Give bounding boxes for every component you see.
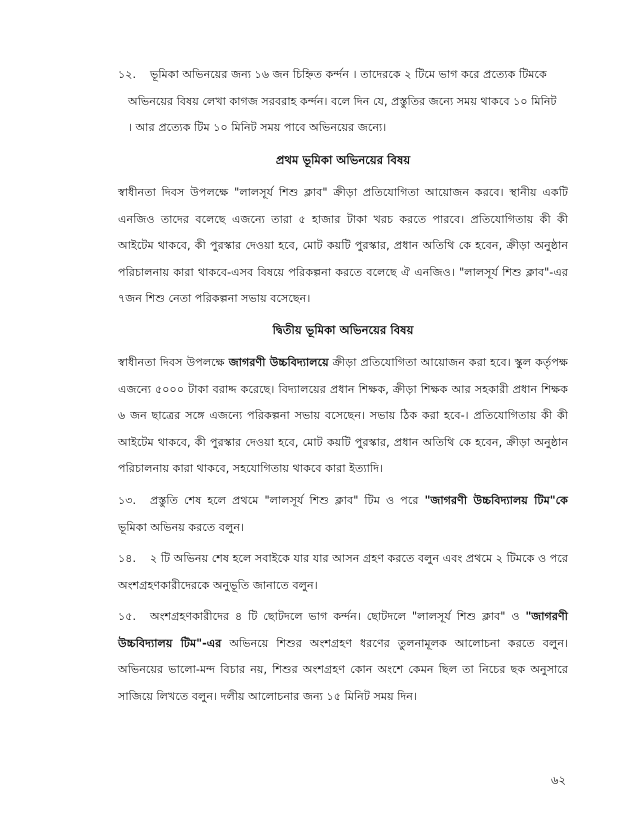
item-14 bbox=[118, 546, 568, 599]
paragraph-first-role-play: স্বাধীনতা দিবস উপলক্ষে "লালসূর্য শিশু ক্লাব" ক্রীড়া প্রতিযোগিতা আয়োজন করবে। স্থানীয় একটি এনজিও তাদের বলেছে এজন্যে তারা ৫ হাজার টাকা খরচ করতে পারবে। প্রতিযোগিতায় কী কী আইটেম থাকবে, কী পুরস্কার দেওয়া হবে, মোট কয়টি পুরস্কার, প্রধান অতিথি কে হবেন, ক্রীড়া অনুষ্ঠান পরিচালনায় কারা থাকবে-এসব বিষয়ে পরিকল্পনা করতে বলেছে ঐ এনজিও। "লালসূর্য শিশু ক্লাব"-এর ৭জন শিশু নেতা পরিকল্পনা সভায় বসেছেন। bbox=[118, 186, 568, 305]
item-13-team-name: "জাগরণী উচ্চবিদ্যালয় টিম"কে bbox=[424, 494, 568, 507]
item-12-number: ১২. bbox=[118, 68, 137, 81]
item-12-line3: । আর প্রত্যেক টিম ১০ মিনিট সময় পাবে অভিনয়ের জন্যে। bbox=[128, 121, 387, 134]
item-14-text: ২ টি অভিনয় শেষ হলে সবাইকে যার যার আসন গ্রহণ করতে বলুন এবং প্রথমে ২ টিমকে ও পরে অংশগ্রহণকারীদেরকে অনুভূতি জানাতে বলুন। bbox=[118, 552, 568, 592]
heading-second-role-play: দ্বিতীয় ভূমিকা অভিনয়ের বিষয় bbox=[272, 323, 414, 337]
item-15-number: ১৫. bbox=[118, 610, 137, 623]
item-13-text-a: প্রস্তুতি শেষ হলে প্রথমে "লালসূর্য শিশু ক্লাব" টিম ও পরে bbox=[150, 494, 425, 507]
item-13-number: ১৩. bbox=[118, 494, 137, 507]
item-15-text-b: অভিনয়ে শিশুর অংশগ্রহণ ধরণের তুলনামূলক আলোচনা করতে বলুন। অভিনয়ের ভালো-মন্দ বিচার নয়, শিশুর অংশগ্রহণ কোন অংশে কেমন ছিল তা নিচের ছক অনুসারে সাজিয়ে লিখতে বলুন। দলীয় আলোচনার জন্য ১৫ মিনিট সময় দিন। bbox=[118, 636, 568, 703]
heading-first-role-play: প্রথম ভূমিকা অভিনয়ের বিষয় bbox=[275, 153, 411, 167]
item-12 bbox=[118, 62, 568, 142]
item-15-team-name: "জাগরণী উচ্চবিদ্যালয় টিম"-এর bbox=[118, 610, 568, 650]
item-14-number: ১৪. bbox=[118, 552, 137, 565]
item-12-line1 bbox=[118, 62, 568, 89]
paragraph-second-role-play bbox=[118, 350, 568, 483]
para2-school-name: জাগরণী উচ্চবিদ্যালয়ে bbox=[228, 356, 329, 369]
para2-lead: স্বাধীনতা দিবস উপলক্ষে bbox=[118, 356, 229, 369]
item-13-text-b: ভূমিকা অভিনয় করতে বলুন। bbox=[118, 520, 245, 534]
page-number: ৬২ bbox=[551, 773, 566, 787]
item-12-line1-text: ভূমিকা অভিনয়ের জন্য ১৬ জন চিহ্নিত কর্ন্দন । তাদেরকে ২ টিমে ভাগ করে প্রত্যেক টিমকে bbox=[150, 68, 547, 81]
item-13 bbox=[118, 488, 568, 541]
item-12-line2: অভিনয়ের বিষয় লেখা কাগজ সরবরাহ কর্ন্দন। বলে দিন যে, প্রস্তুতির জন্যে সময় থাকবে ১০ মিনিট bbox=[128, 94, 557, 108]
para2-rest: ক্রীড়া প্রতিযোগিতা আয়োজন করা হবে। স্কুল কর্তৃপক্ষ এজন্যে ৫০০০ টাকা বরাদ্দ করেছে। বিদ্যালয়ের প্রধান শিক্ষক, ক্রীড়া শিক্ষক আর সহকারী প্রধান শিক্ষক ৬ জন ছাত্রের সঙ্গে এজন্যে পরিকল্পনা সভায় বসেছেন। সভায় ঠিক করা হবে-। প্রতিযোগিতায় কী কী আইটেম থাকবে, কী পুরস্কার দেওয়া হবে, মোট কয়টি পুরস্কার, প্রধান অতিথি কে হবেন, ক্রীড়া অনুষ্ঠান পরিচালনায় কারা থাকবে, সহযোগিতায় থাকবে কারা ইত্যাদি। bbox=[118, 356, 568, 475]
item-15-text-a: অংশগ্রহণকারীদের ৪ টি ছোটদলে ভাগ কর্ন্দন। ছোটদলে "লালসূর্য শিশু ক্লাব" ও bbox=[150, 610, 526, 623]
item-15 bbox=[118, 604, 568, 710]
